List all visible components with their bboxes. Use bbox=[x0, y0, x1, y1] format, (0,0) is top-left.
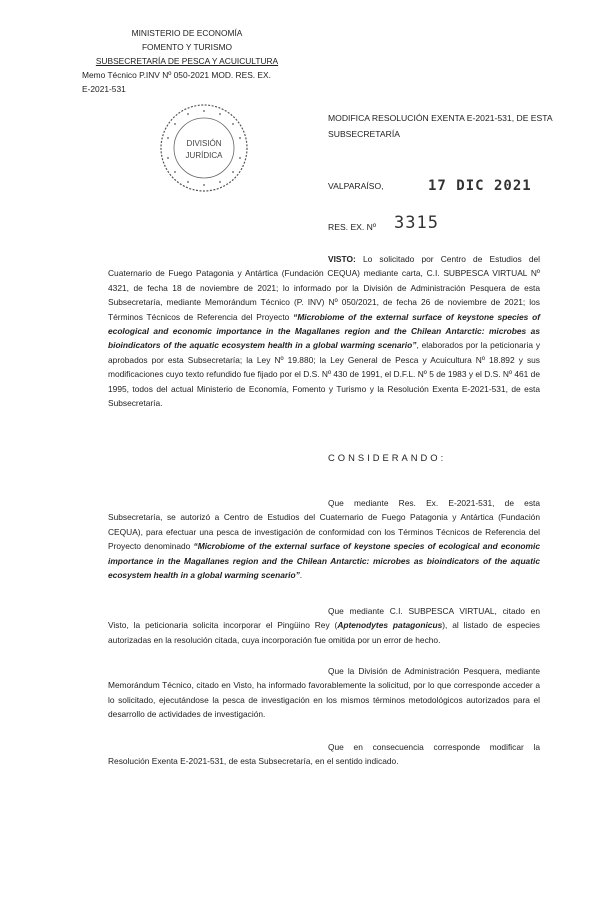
considerando-paragraph-1 bbox=[108, 496, 540, 582]
considerando-paragraph-2 bbox=[108, 604, 540, 647]
p2-species-name: Aptenodytes patagonicus bbox=[337, 620, 443, 631]
visto-project-title: “Microbiome of the external surface of keystone species of ecological and economic importance in the Magallanes region and the Chilean Antarctic: microbes as bioindicators of the aquatic ecosystem health in a global warming scenario” bbox=[108, 311, 540, 351]
file-reference: E-2021-531 bbox=[82, 84, 126, 94]
visto-paragraph bbox=[108, 252, 540, 410]
letterhead bbox=[82, 26, 292, 96]
considerando-heading: CONSIDERANDO: bbox=[328, 452, 447, 463]
ministry-name: MINISTERIO DE ECONOMÍA bbox=[131, 28, 243, 38]
document-title: MODIFICA RESOLUCIÓN EXENTA E-2021-531, DE ESTA SUBSECRETARÍA bbox=[328, 113, 553, 139]
memo-reference: Memo Técnico P.INV Nº 050-2021 MOD. RES. EX. bbox=[82, 70, 271, 80]
p4-text: Que en consecuencia corresponde modificar la Resolución Exenta E-2021-531, de esta Subsecretaría, en el sentido indicado. bbox=[108, 742, 540, 767]
seal-text-division: DIVISIÓN bbox=[186, 139, 222, 148]
stamped-date: 17 DIC 2021 bbox=[428, 178, 532, 194]
division-juridica-seal bbox=[158, 102, 250, 194]
resolution-number-label: RES. EX. Nº bbox=[328, 222, 377, 232]
p2-text-1: Que mediante C.I. SUBPESCA VIRTUAL, citado en Visto, la peticionaria solicita incorporar el Pingüino Rey ( bbox=[108, 606, 540, 631]
p1-text-1: Que mediante Res. Ex. E-2021-531, de esta Subsecretaría, se autorizó a Centro de Estudios del Cuaternario de Fuego Patagonia y Antártica (Fundación CEQUA), para efectuar una pesca de investigación de conformidad con los Términos Técnicos de Referencia del Proyecto denominado bbox=[108, 498, 540, 552]
visto-text-2: , elaborados por la peticionaria y aprobados por esta Subsecretaría; la Ley Nº 19.880; la Ley General de Pesca y Acuicultura Nº 18.892 y sus modificaciones cuyo texto refundido fue fijado por el D.S. Nº 430 de 1991, el D.F.L. Nº 5 de 1983 y el D.S. Nº 461 de 1995, todos del actual Ministerio de Economía, Fomento y Turismo y la Resolución Exenta E-2021-531, de esta Subsecretaría. bbox=[108, 340, 541, 409]
visto-label: VISTO: bbox=[328, 254, 356, 264]
resolution-number: 3315 bbox=[394, 213, 439, 233]
p1-text-2: . bbox=[299, 570, 303, 581]
considerando-paragraph-3 bbox=[108, 664, 540, 722]
ministry-subname: FOMENTO Y TURISMO bbox=[141, 42, 233, 52]
subsecretariat-name: SUBSECRETARÍA DE PESCA Y ACUICULTURA bbox=[95, 56, 279, 66]
p1-project-title: “Microbiome of the external surface of keystone species of ecological and economic importance in the Magallanes region and the Chilean Antarctic: microbes as bioindicators of the aquatic ecosystem health in a global warming scenario” bbox=[108, 541, 540, 581]
visto-text-1: Lo solicitado por Centro de Estudios del Cuaternario de Fuego Patagonia y Antártica (Fundación CEQUA) mediante carta, C.I. SUBPESCA VIRTUAL Nº 4321, de fecha 18 de noviembre de 2021; lo informado por la División de Administración Pesquera de esta Subsecretaría, mediante Memorándum Técnico (P. INV) Nº 050/2021, de fecha 26 de noviembre de 2021; los Términos Técnicos de Referencia del Proyecto bbox=[108, 254, 540, 322]
p3-text: Que la División de Administración Pesquera, mediante Memorándum Técnico, citado en Visto, ha informado favorablemente la solicitud, por lo que corresponde acceder a lo solicitado, ejecutándose la pesca de investigación en los mismos términos metodológicos autorizados para el desarrollo de actividades de investigación. bbox=[108, 666, 540, 720]
p2-text-2: ), al listado de especies autorizadas en la resolución citada, cuya incorporación fue omitida por un error de hecho. bbox=[108, 620, 540, 645]
seal-text-juridica: JURÍDICA bbox=[185, 151, 223, 160]
place: VALPARAÍSO, bbox=[328, 181, 384, 191]
considerando-paragraph-4 bbox=[108, 740, 540, 769]
